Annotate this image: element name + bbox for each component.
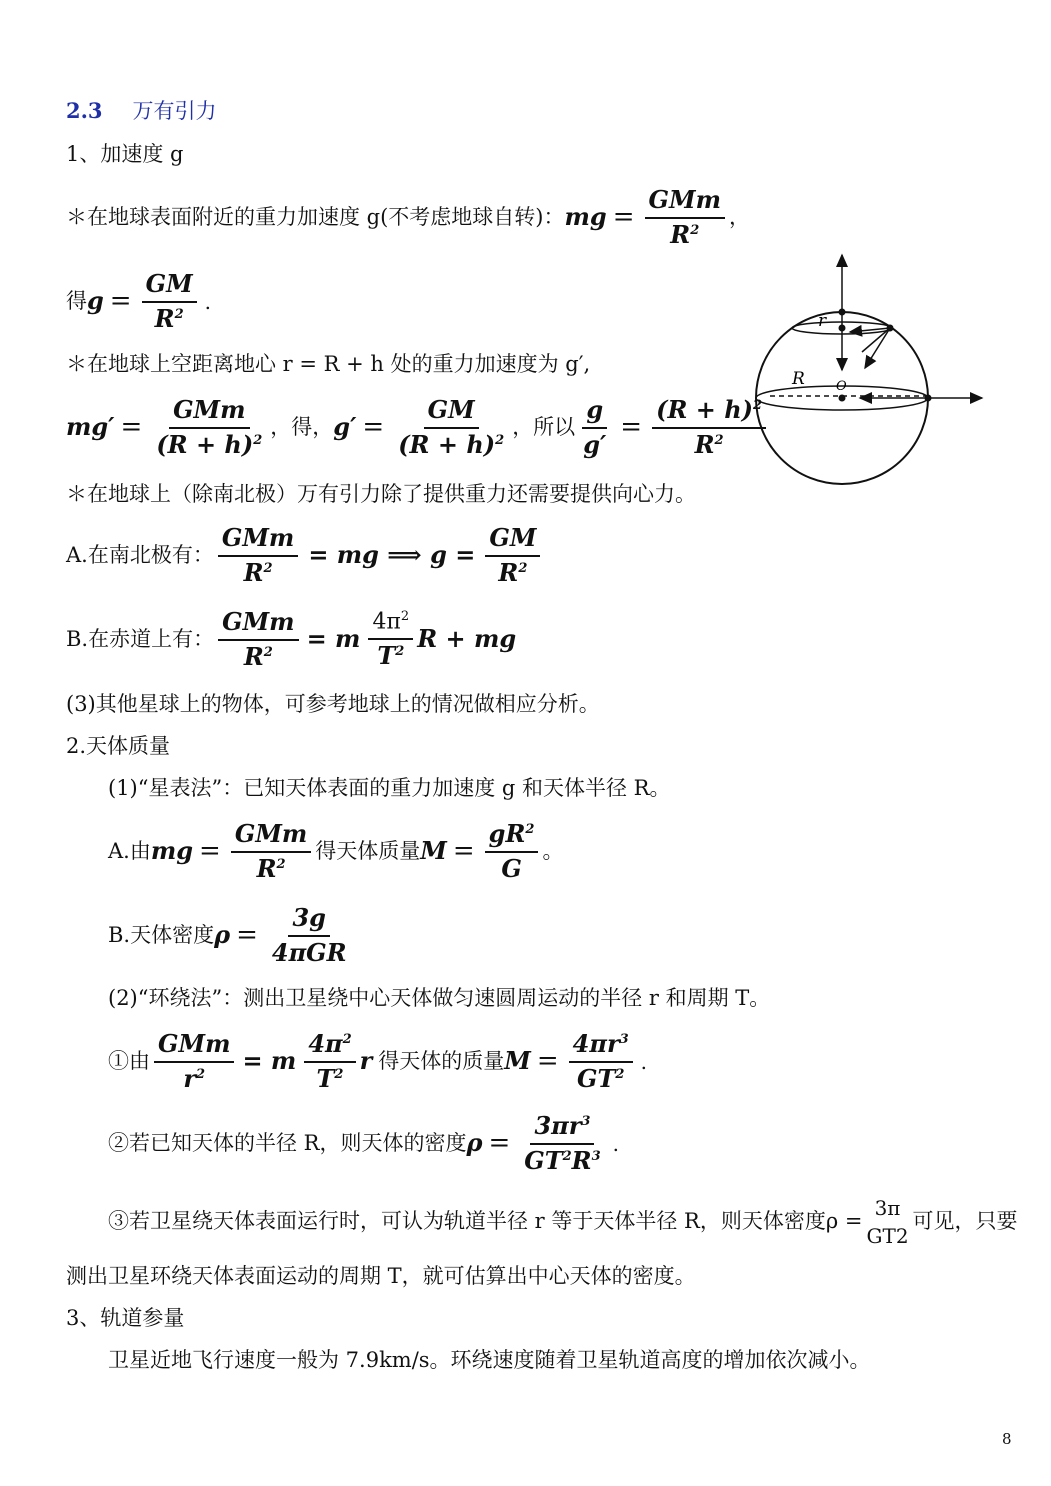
eq-poles: A.在南北极有： $\frac{\text{GMm}}{R^2}$ = mg ⟹ g = $\frac{GM}{R^2}$ xyxy=(66,524,544,588)
weight-arrow xyxy=(865,328,890,368)
r-label: r xyxy=(818,311,827,331)
eq-equator: B.在赤道上有： $\frac{\text{GMm}}{R^2}$ = m $\frac{4\pi^2}{T^2}$ R + mg xyxy=(66,607,517,671)
section3-title: 3、轨道参量 xyxy=(66,1306,185,1330)
section-heading xyxy=(66,98,217,124)
s2-p1: (1)“星表法”：已知天体表面的重力加速度 g 和天体半径 R。 xyxy=(108,776,671,800)
page-number: 8 xyxy=(1002,1430,1012,1448)
line1-text: ＊在地球表面附近的重力加速度 g(不考虑地球自转)： xyxy=(66,205,565,230)
line5-text: (3)其他星球上的物体，可参考地球上的情况做相应分析。 xyxy=(66,692,600,716)
eq-mass-surface: A.由 mg = $\frac{\text{GMm}}{R^2}$ 得天体质量 M = $\frac{gR^2}{G}$ 。 xyxy=(108,819,564,883)
eq1-lhs: mg xyxy=(564,202,607,232)
R-label: R xyxy=(792,369,805,389)
eq-altitude-gravity: mg′ = $\frac{\text{GMm}}{(R + h)^2}$ ，得， g′ = $\frac{GM}{(R + h)^2}$ ，所以 $\frac{g}{g'}$ = $\frac{(R + h)^2}{R^2}$ xyxy=(66,396,770,460)
s3-p1: 卫星近地飞行速度一般为 7.9km/s。环绕速度随着卫星轨道高度的增加依次减小。 xyxy=(108,1348,871,1372)
heading-title: 万有引力 xyxy=(132,99,217,123)
eq-density-orbit: ②若已知天体的半径 R，则天体的密度 ρ = $\frac{3\pi r^3}{GT^2R^3}$ . xyxy=(108,1111,620,1175)
eq-surface-gravity: ＊在地球表面附近的重力加速度 g(不考虑地球自转)： mg = $\frac{\text{GMm}}{R^2}$ ， xyxy=(66,185,750,249)
eq-density-surface-orbit: ③若卫星绕天体表面运行时，可认为轨道半径 r 等于天体半径 R，则天体密度ρ = 3π GT2 可见，只要 xyxy=(108,1196,1018,1248)
section1-title: 1、加速度 g xyxy=(66,142,184,166)
eq-g: 得 g = $\frac{GM}{R^2}$ . xyxy=(66,269,211,333)
resultant-line xyxy=(862,328,890,352)
eq-mass-orbit: ①由 $\frac{\text{GMm}}{r^2}$ = m $\frac{4\pi^2}{T^2}$ r 得天体的质量 M = $\frac{4\pi r^3}{GT^2}$ . xyxy=(108,1029,647,1093)
line4-text: ＊在地球上（除南北极）万有引力除了提供重力还需要提供向心力。 xyxy=(66,482,696,506)
s2-c3b: 测出卫星环绕天体表面运动的周期 T，就可估算出中心天体的密度。 xyxy=(66,1264,696,1288)
eq-density-surface: B.天体密度 ρ = $\frac{3g}{\text{4πGR}}$ xyxy=(108,903,347,967)
eq2-fraction: $\frac{GM}{R^2}$ xyxy=(142,270,197,334)
line3-text: ＊在地球上空距离地心 r = R + h 处的重力加速度为 g′, xyxy=(66,352,591,376)
heading-number: 2.3 xyxy=(66,98,103,123)
s2-p2: (2)“环绕法”：测出卫星绕中心天体做匀速圆周运动的半径 r 和周期 T。 xyxy=(108,986,771,1010)
earth-diagram xyxy=(750,250,990,490)
eq1-eq: = xyxy=(612,202,635,233)
section2-title: 2.天体质量 xyxy=(66,734,171,758)
O-label: O xyxy=(836,379,847,394)
eq1-fraction: $\frac{\text{GMm}}{R^2}$ xyxy=(645,186,725,250)
